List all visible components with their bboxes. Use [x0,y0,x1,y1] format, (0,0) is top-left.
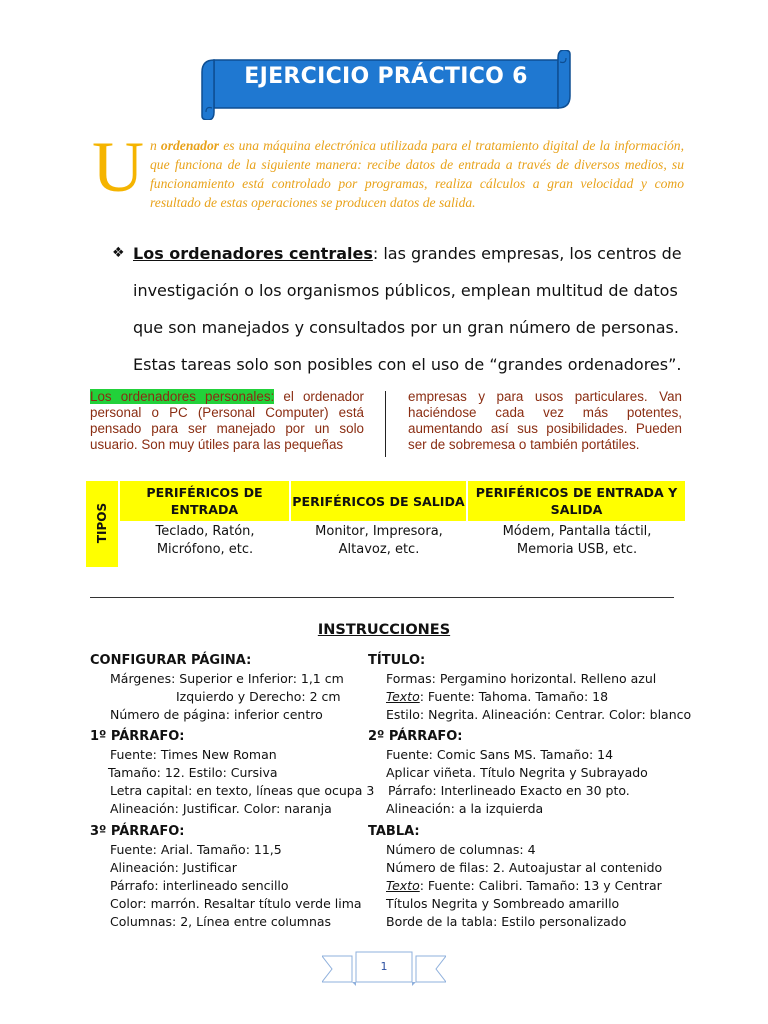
cell-line: Monitor, Impresora, [315,524,443,539]
p3-highlight-title: Los ordenadores personales: [90,389,275,404]
cell-line: Teclado, Ratón, [155,524,255,539]
instr-line: Número de filas: 2. Autoajustar al contenido [386,860,663,875]
p2-line3: que son manejados y consultados por un gran número de personas. [133,318,679,337]
paragraph-2 [112,235,692,383]
side-label-text: TIPOS [95,502,109,544]
instr-line: Borde de la tabla: Estilo personalizado [386,914,627,929]
parrafo1-section [90,728,374,818]
instr-line: Párrafo: interlineado sencillo [110,878,289,893]
instr-line: Número de página: inferior centro [110,707,323,722]
p1-line4: gran velocidad y como resultado de estas operaciones se producen datos de salida. [150,176,685,210]
instr-line: Fuente: Comic Sans MS. Tamaño: 14 [386,747,614,762]
configurar-section [90,652,344,724]
instr-line: Párrafo: Interlineado Exacto en 30 pto. [388,783,630,798]
p1-bold-word: ordenador [160,138,220,153]
instructions-title: INSTRUCCIONES [317,622,451,638]
instr-line: Aplicar viñeta. Título Negrita y Subrayado [386,765,648,780]
table-cell-entrada-salida [468,523,686,563]
instr-line: Número de columnas: 4 [386,842,536,857]
instr-line: Estilo: Negrita. Alineación: Centrar. Color: blanco [386,707,692,722]
horizontal-separator [90,597,674,598]
cell-line: Módem, Pantalla táctil, [502,524,652,539]
p2-line1-rest: : las grandes empresas, los centros de [372,244,682,263]
cell-line: Memoria USB, etc. [516,542,638,557]
instr-line: Letra capital: en texto, líneas que ocupa 3 [110,783,375,798]
column-divider [385,391,386,457]
title-scroll [196,50,576,120]
section-heading: CONFIGURAR PÁGINA: [90,653,252,668]
p1-line2: información, que funciona de la siguiente manera: recibe datos de entrada a través de [150,138,684,172]
page-number-ribbon [322,948,446,988]
table-header-salida: PERIFÉRICOS DE SALIDA [291,481,467,521]
parrafo2-section [368,728,648,818]
cell-line: Altavoz, etc. [338,542,420,557]
table-side-label [86,481,118,567]
titulo-section [368,652,691,724]
section-heading: 3º PÁRRAFO: [90,824,185,839]
p2-line2: investigación o los organismos públicos, emplean multitud de datos [133,281,678,300]
peripherals-table [86,481,686,567]
p1-line1: es una máquina electrónica utilizada para el tratamiento digital de la [223,138,611,153]
instr-line-rest: : Fuente: Tahoma. Tamaño: 18 [419,689,609,704]
paragraph-1 [90,127,685,212]
section-heading: TÍTULO: [368,653,426,668]
diamond-bullet-icon: ❖ [112,245,125,261]
p1-line3: diversos medios, su funcionamiento está controlado por programas, realiza cálculos a [150,157,685,191]
section-heading: 1º PÁRRAFO: [90,729,185,744]
instr-line: Tamaño: 12. Estilo: Cursiva [108,765,278,780]
drop-cap: U [92,127,144,207]
instr-line: Color: marrón. Resaltar título verde lima [110,896,362,911]
instr-line: Fuente: Times New Roman [110,747,277,762]
p3-left-text: el ordenador personal o PC (Personal Computer) está pensado para ser manejado por un solo usuario. Son muy útiles para las pequeñas [90,389,364,452]
underlined-word: Texto [386,689,420,704]
instr-line: Alineación: Justificar [110,860,237,875]
table-cell-salida [291,523,467,563]
p2-line1 [133,235,692,272]
underlined-word: Texto [386,878,420,893]
p1-lead: n [150,138,157,153]
instr-line [368,688,691,706]
instr-line: Márgenes: Superior e Inferior: 1,1 cm [110,671,344,686]
instr-line: Izquierdo y Derecho: 2 cm [176,689,341,704]
p2-line4: Estas tareas solo son posibles con el uso de “grandes ordenadores”. [133,355,682,374]
instr-line: Columnas: 2, Línea entre columnas [110,914,332,929]
table-header-entrada-salida: PERIFÉRICOS DE ENTRADA Y SALIDA [468,481,686,521]
instr-line: Títulos Negrita y Sombreado amarillo [386,896,620,911]
instr-line: Formas: Pergamino horizontal. Relleno azul [386,671,657,686]
parrafo3-section [90,823,362,931]
p2-title: Los ordenadores centrales [133,244,373,263]
section-heading: 2º PÁRRAFO: [368,729,463,744]
p3-right-column: empresas y para usos particulares. Van haciéndose cada vez más potentes, aumentando así sus posibilidades. Pueden ser de sobremesa o también portátiles. [408,389,682,452]
page-title: EJERCICIO PRÁCTICO 6 [244,64,528,89]
instr-line: Alineación: Justificar. Color: naranja [110,801,332,816]
instr-line: Alineación: a la izquierda [386,801,544,816]
cell-line: Micrófono, etc. [156,542,254,557]
instr-line [368,877,662,895]
section-heading: TABLA: [368,824,420,839]
table-header-entrada: PERIFÉRICOS DE ENTRADA [120,481,290,521]
instr-line: Fuente: Arial. Tamaño: 11,5 [110,842,282,857]
page-number: 1 [380,960,388,973]
tabla-section [368,823,662,931]
instr-line-rest: : Fuente: Calibri. Tamaño: 13 y Centrar [419,878,662,893]
p3-left-column [90,389,364,453]
table-cell-entrada [120,523,290,563]
